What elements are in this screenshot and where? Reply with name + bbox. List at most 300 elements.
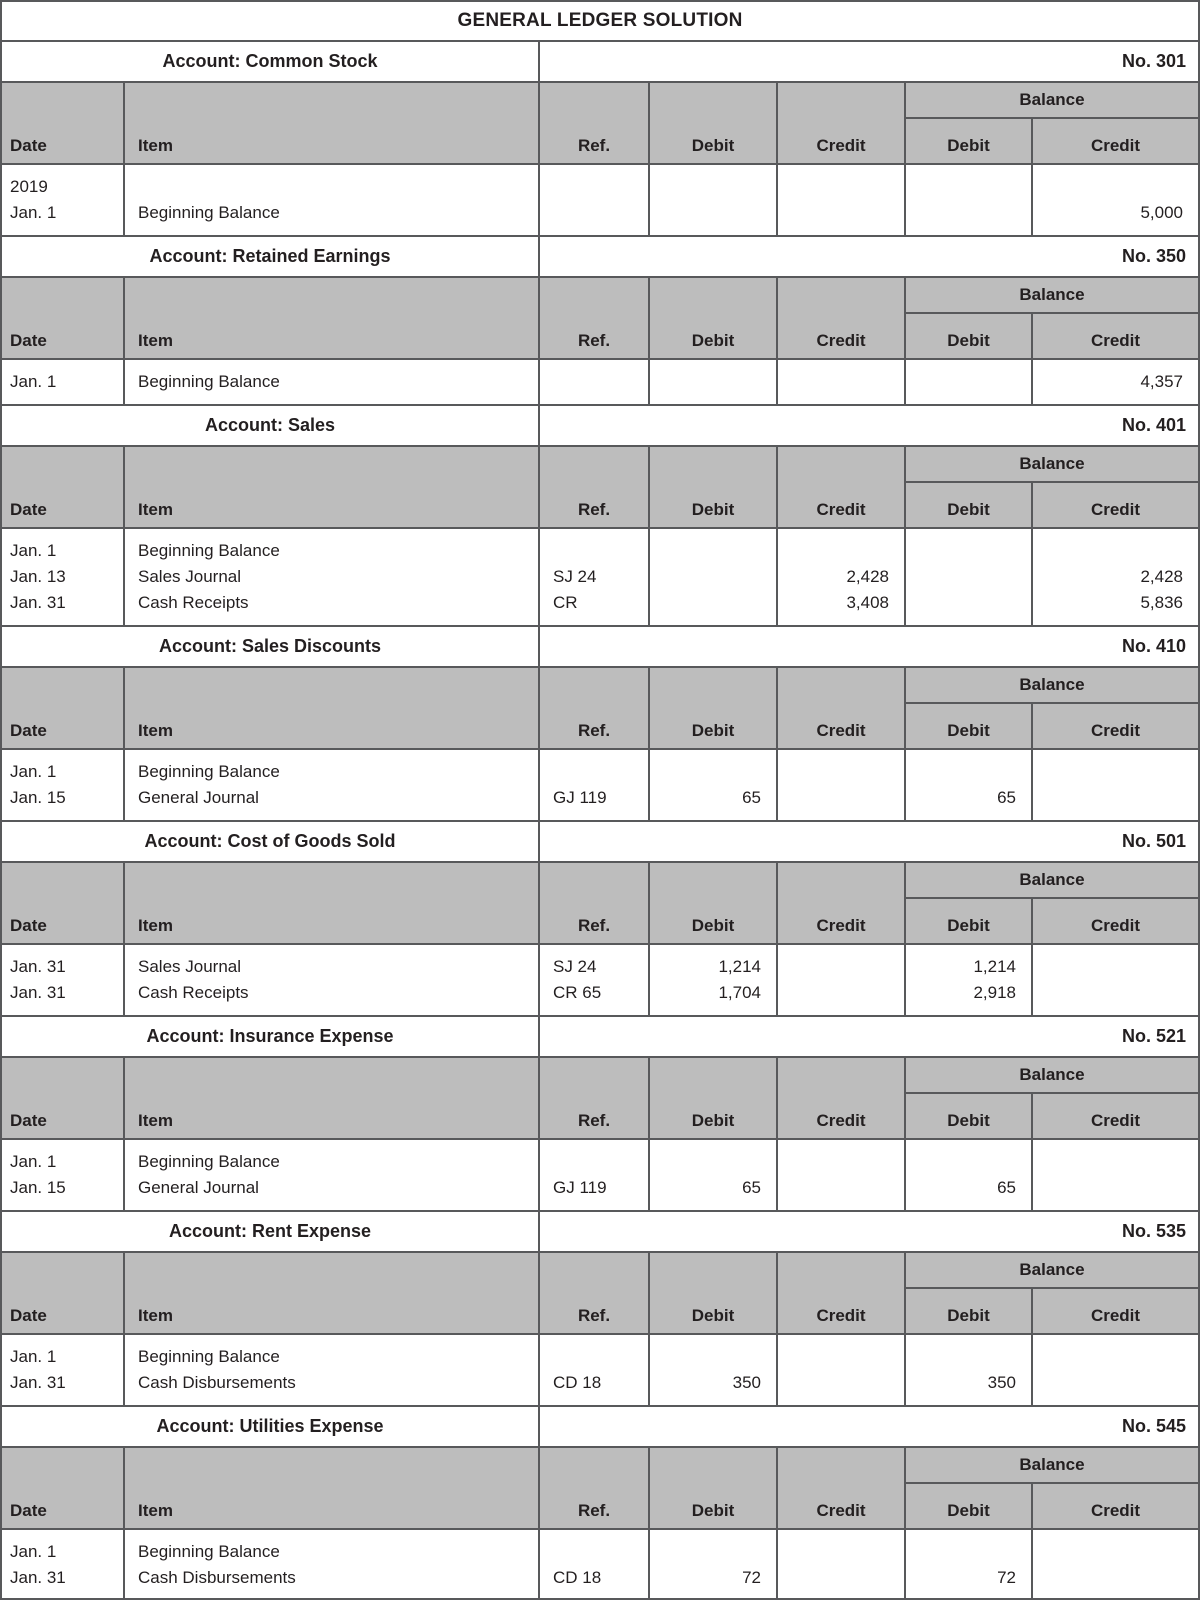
column-header-debit-label: Debit xyxy=(691,721,735,740)
cell-balance-debit-column xyxy=(906,750,1033,820)
column-header-balance-credit-label: Credit xyxy=(1090,1306,1141,1325)
cell-balance-debit xyxy=(906,200,1016,226)
cell-credit xyxy=(778,200,889,226)
column-header-balance-credit-label: Credit xyxy=(1090,500,1141,519)
cell-balance-debit-column xyxy=(906,1140,1033,1210)
column-header-date-label: Date xyxy=(10,916,47,935)
cell-date: Jan. 31 xyxy=(10,593,66,612)
cell-item: Beginning Balance xyxy=(138,762,280,781)
column-header-item xyxy=(125,1448,540,1528)
cell-debit-column xyxy=(650,945,778,1015)
column-header-item xyxy=(125,278,540,358)
column-header-ref xyxy=(540,1058,650,1138)
cell-debit-column xyxy=(650,360,778,404)
account-number: No. 521 xyxy=(1121,1026,1186,1046)
column-header-balance-credit xyxy=(1033,899,1198,943)
cell-balance-credit-column xyxy=(1033,1530,1198,1600)
account-name: Account: Sales xyxy=(2,406,540,445)
cell-balance-credit: 2,428 xyxy=(1140,567,1183,586)
cell-date: Jan. 1 xyxy=(10,1542,57,1561)
column-header-date-label: Date xyxy=(10,136,47,155)
cell-balance-debit xyxy=(906,1149,1016,1175)
cell-credit xyxy=(778,1565,889,1591)
account-number: No. 501 xyxy=(1121,831,1186,851)
cell-credit xyxy=(778,980,889,1006)
cell-item: Cash Receipts xyxy=(138,593,249,612)
cell-balance-debit: 65 xyxy=(997,1178,1016,1197)
column-header-ref xyxy=(540,863,650,943)
column-header-credit-label: Credit xyxy=(816,916,866,935)
column-header-balance: Balance xyxy=(906,668,1198,704)
cell-item: Beginning Balance xyxy=(138,1542,280,1561)
cell-balance-credit xyxy=(1033,1565,1183,1591)
column-header-credit xyxy=(778,447,906,527)
cell-date: Jan. 31 xyxy=(10,1373,66,1392)
cell-credit xyxy=(778,1149,889,1175)
column-header-ref xyxy=(540,1448,650,1528)
account-number: No. 410 xyxy=(1121,636,1186,656)
cell-balance-credit-column xyxy=(1033,360,1198,404)
cell-item-column xyxy=(125,1140,540,1210)
cell-balance-debit-column xyxy=(906,1530,1033,1600)
account-number: No. 301 xyxy=(1121,51,1186,71)
balance-subheaders xyxy=(906,119,1198,163)
cell-balance-credit xyxy=(1033,174,1183,200)
cell-debit: 350 xyxy=(732,1373,761,1392)
cell-credit xyxy=(778,369,889,395)
cell-ref xyxy=(553,759,648,785)
cell-credit xyxy=(778,785,889,811)
balance-header-wrap xyxy=(906,83,1198,163)
cell-ref: GJ 119 xyxy=(553,788,607,807)
cell-date: Jan. 1 xyxy=(10,541,57,560)
column-header-ref xyxy=(540,447,650,527)
column-header-credit-label: Credit xyxy=(816,1111,866,1130)
column-header-row xyxy=(2,668,1198,750)
column-header-balance-group xyxy=(906,668,1198,748)
cell-debit-column xyxy=(650,1335,778,1405)
ledger-data-rows xyxy=(2,360,1198,406)
column-header-date-label: Date xyxy=(10,500,47,519)
cell-item: Sales Journal xyxy=(138,567,242,586)
column-header-balance-group xyxy=(906,1253,1198,1333)
cell-balance-credit: 5,836 xyxy=(1140,593,1183,612)
column-header-balance-debit-label: Debit xyxy=(947,136,990,155)
column-header-balance: Balance xyxy=(906,863,1198,899)
column-header-ref xyxy=(540,1253,650,1333)
cell-balance-debit xyxy=(906,564,1016,590)
cell-ref: GJ 119 xyxy=(553,1178,607,1197)
cell-debit-column xyxy=(650,1140,778,1210)
column-header-credit-label: Credit xyxy=(816,1306,866,1325)
ledger-account-section xyxy=(2,1017,1198,1212)
cell-date-column xyxy=(2,1530,125,1600)
ledger-account-section xyxy=(2,42,1198,237)
cell-debit xyxy=(650,369,761,395)
cell-ref-column xyxy=(540,750,650,820)
cell-date-column xyxy=(2,165,125,235)
cell-date-column xyxy=(2,750,125,820)
account-header-row xyxy=(2,627,1198,668)
cell-item: Cash Disbursements xyxy=(138,1568,296,1587)
cell-debit xyxy=(650,1344,761,1370)
column-header-credit-label: Credit xyxy=(816,500,866,519)
account-name: Account: Utilities Expense xyxy=(2,1407,540,1446)
column-header-balance-credit xyxy=(1033,314,1198,358)
cell-balance-debit: 72 xyxy=(997,1568,1016,1587)
column-header-ref-label: Ref. xyxy=(577,721,611,740)
cell-date: Jan. 1 xyxy=(10,372,57,391)
column-header-balance-debit xyxy=(906,314,1033,358)
ledger-data-rows xyxy=(2,1140,1198,1212)
column-header-date xyxy=(2,83,125,163)
cell-debit-column xyxy=(650,529,778,625)
ledger-data-rows xyxy=(2,529,1198,627)
column-header-debit-label: Debit xyxy=(691,1501,735,1520)
cell-date: Jan. 15 xyxy=(10,1178,66,1197)
cell-item: Cash Receipts xyxy=(138,983,249,1002)
cell-balance-credit xyxy=(1033,1175,1183,1201)
column-header-balance-credit-label: Credit xyxy=(1090,1501,1141,1520)
page-title: GENERAL LEDGER SOLUTION xyxy=(2,2,1198,42)
cell-date-column xyxy=(2,1335,125,1405)
account-header-row xyxy=(2,42,1198,83)
ledger-account-section xyxy=(2,1212,1198,1407)
column-header-row xyxy=(2,863,1198,945)
cell-credit xyxy=(778,1539,889,1565)
ledger-account-section xyxy=(2,627,1198,822)
balance-subheaders xyxy=(906,1094,1198,1138)
column-header-debit xyxy=(650,1058,778,1138)
column-header-balance-debit-label: Debit xyxy=(947,1306,990,1325)
cell-balance-credit: 4,357 xyxy=(1140,372,1183,391)
column-header-balance-credit xyxy=(1033,704,1198,748)
cell-debit: 65 xyxy=(742,1178,761,1197)
cell-credit-column xyxy=(778,529,906,625)
column-header-balance: Balance xyxy=(906,447,1198,483)
cell-balance-debit: 1,214 xyxy=(973,957,1016,976)
balance-header-wrap xyxy=(906,863,1198,943)
cell-debit xyxy=(650,590,761,616)
cell-ref-column xyxy=(540,945,650,1015)
balance-subheaders xyxy=(906,483,1198,527)
column-header-balance-debit xyxy=(906,1094,1033,1138)
column-header-ref-label: Ref. xyxy=(577,1501,611,1520)
cell-credit-column xyxy=(778,165,906,235)
account-header-row xyxy=(2,1407,1198,1448)
cell-credit-column xyxy=(778,1530,906,1600)
cell-credit-column xyxy=(778,945,906,1015)
column-header-balance-credit xyxy=(1033,1289,1198,1333)
column-header-balance-debit xyxy=(906,1289,1033,1333)
cell-balance-credit-column xyxy=(1033,945,1198,1015)
column-header-date xyxy=(2,1448,125,1528)
account-number: No. 401 xyxy=(1121,415,1186,435)
column-header-item xyxy=(125,1058,540,1138)
column-header-balance-group xyxy=(906,1058,1198,1138)
ledger-account-section xyxy=(2,1407,1198,1600)
cell-ref: SJ 24 xyxy=(553,567,597,586)
column-header-debit-label: Debit xyxy=(691,1111,735,1130)
column-header-balance-debit-label: Debit xyxy=(947,1111,990,1130)
column-header-credit-label: Credit xyxy=(816,331,866,350)
column-header-balance-credit-label: Credit xyxy=(1090,1111,1141,1130)
column-header-item xyxy=(125,1253,540,1333)
column-header-date-label: Date xyxy=(10,331,47,350)
cell-debit xyxy=(650,538,761,564)
column-header-date-label: Date xyxy=(10,721,47,740)
cell-credit xyxy=(778,1344,889,1370)
column-header-debit xyxy=(650,278,778,358)
column-header-balance: Balance xyxy=(906,1058,1198,1094)
cell-balance-debit-column xyxy=(906,165,1033,235)
column-header-balance-debit-label: Debit xyxy=(947,331,990,350)
column-header-balance-debit xyxy=(906,119,1033,163)
account-name: Account: Retained Earnings xyxy=(2,237,540,276)
column-header-ref xyxy=(540,83,650,163)
cell-date: Jan. 31 xyxy=(10,957,66,976)
ledger-sections xyxy=(2,42,1198,1600)
account-name: Account: Common Stock xyxy=(2,42,540,81)
column-header-ref-label: Ref. xyxy=(577,136,611,155)
column-header-debit xyxy=(650,83,778,163)
cell-debit xyxy=(650,174,761,200)
cell-balance-debit xyxy=(906,369,1016,395)
cell-ref-column xyxy=(540,165,650,235)
column-header-row xyxy=(2,278,1198,360)
column-header-balance-debit xyxy=(906,899,1033,943)
cell-balance-debit xyxy=(906,759,1016,785)
cell-ref-column xyxy=(540,529,650,625)
column-header-ref xyxy=(540,668,650,748)
balance-subheaders xyxy=(906,899,1198,943)
cell-date-column xyxy=(2,529,125,625)
column-header-balance: Balance xyxy=(906,83,1198,119)
cell-balance-credit xyxy=(1033,1370,1183,1396)
cell-balance-debit: 65 xyxy=(997,788,1016,807)
balance-header-wrap xyxy=(906,1253,1198,1333)
column-header-credit xyxy=(778,668,906,748)
cell-item: Beginning Balance xyxy=(138,1347,280,1366)
column-header-balance-debit-label: Debit xyxy=(947,916,990,935)
column-header-balance-group xyxy=(906,83,1198,163)
column-header-balance-group xyxy=(906,863,1198,943)
cell-date: Jan. 15 xyxy=(10,788,66,807)
account-header-row xyxy=(2,1212,1198,1253)
column-header-date-label: Date xyxy=(10,1501,47,1520)
column-header-balance-credit-label: Credit xyxy=(1090,331,1141,350)
cell-debit xyxy=(650,1149,761,1175)
account-name: Account: Rent Expense xyxy=(2,1212,540,1251)
cell-ref-column xyxy=(540,1335,650,1405)
column-header-balance-debit-label: Debit xyxy=(947,500,990,519)
cell-date: Jan. 1 xyxy=(10,1347,57,1366)
cell-balance-debit-column xyxy=(906,1335,1033,1405)
balance-header-wrap xyxy=(906,1058,1198,1138)
cell-item: Beginning Balance xyxy=(138,203,280,222)
cell-balance-credit xyxy=(1033,785,1183,811)
ledger-data-rows xyxy=(2,750,1198,822)
balance-header-wrap xyxy=(906,1448,1198,1528)
cell-item: Beginning Balance xyxy=(138,541,280,560)
cell-credit xyxy=(778,1175,889,1201)
cell-credit-column xyxy=(778,750,906,820)
column-header-item xyxy=(125,668,540,748)
cell-balance-credit-column xyxy=(1033,529,1198,625)
column-header-balance-debit xyxy=(906,704,1033,748)
column-header-balance-debit xyxy=(906,1484,1033,1528)
cell-balance-debit xyxy=(906,174,1016,200)
column-header-credit-label: Credit xyxy=(816,136,866,155)
column-header-item-label: Item xyxy=(138,1111,173,1130)
cell-balance-debit-column xyxy=(906,360,1033,404)
cell-ref-column xyxy=(540,1530,650,1600)
cell-debit xyxy=(650,564,761,590)
column-header-ref-label: Ref. xyxy=(577,1111,611,1130)
account-number: No. 350 xyxy=(1121,246,1186,266)
cell-item: General Journal xyxy=(138,1178,259,1197)
account-number: No. 545 xyxy=(1121,1416,1186,1436)
column-header-balance-credit-label: Credit xyxy=(1090,136,1141,155)
balance-subheaders xyxy=(906,1484,1198,1528)
cell-debit xyxy=(650,200,761,226)
column-header-credit xyxy=(778,1253,906,1333)
column-header-balance-credit-label: Credit xyxy=(1090,721,1141,740)
cell-balance-credit xyxy=(1033,1149,1183,1175)
cell-date-column xyxy=(2,1140,125,1210)
column-header-balance-credit xyxy=(1033,1484,1198,1528)
cell-balance-debit-column xyxy=(906,945,1033,1015)
column-header-balance-group xyxy=(906,447,1198,527)
cell-ref xyxy=(553,200,648,226)
cell-date-column xyxy=(2,945,125,1015)
cell-item: Beginning Balance xyxy=(138,372,280,391)
column-header-balance-credit-label: Credit xyxy=(1090,916,1141,935)
column-header-ref-label: Ref. xyxy=(577,1306,611,1325)
column-header-debit-label: Debit xyxy=(691,1306,735,1325)
cell-item-column xyxy=(125,529,540,625)
cell-debit: 65 xyxy=(742,788,761,807)
cell-balance-credit-column xyxy=(1033,750,1198,820)
cell-item-column xyxy=(125,1335,540,1405)
cell-debit-column xyxy=(650,165,778,235)
column-header-debit-label: Debit xyxy=(691,916,735,935)
cell-item: Cash Disbursements xyxy=(138,1373,296,1392)
cell-ref xyxy=(553,174,648,200)
column-header-item-label: Item xyxy=(138,500,173,519)
cell-balance-credit xyxy=(1033,1539,1183,1565)
cell-date: Jan. 1 xyxy=(10,203,57,222)
ledger-account-section xyxy=(2,406,1198,627)
balance-header-wrap xyxy=(906,278,1198,358)
column-header-balance-group xyxy=(906,1448,1198,1528)
cell-credit xyxy=(778,538,889,564)
column-header-row xyxy=(2,1058,1198,1140)
cell-date: Jan. 1 xyxy=(10,762,57,781)
cell-debit xyxy=(650,759,761,785)
cell-credit xyxy=(778,954,889,980)
cell-ref: CD 18 xyxy=(553,1568,602,1587)
cell-item: General Journal xyxy=(138,788,259,807)
cell-credit: 2,428 xyxy=(846,567,889,586)
column-header-balance-credit xyxy=(1033,483,1198,527)
column-header-debit xyxy=(650,447,778,527)
cell-balance-debit: 350 xyxy=(987,1373,1016,1392)
balance-header-wrap xyxy=(906,447,1198,527)
account-name: Account: Cost of Goods Sold xyxy=(2,822,540,861)
account-name: Account: Insurance Expense xyxy=(2,1017,540,1056)
column-header-balance: Balance xyxy=(906,1448,1198,1484)
column-header-balance-credit xyxy=(1033,1094,1198,1138)
column-header-credit xyxy=(778,1058,906,1138)
column-header-item-label: Item xyxy=(138,136,173,155)
column-header-item-label: Item xyxy=(138,1306,173,1325)
cell-balance-credit xyxy=(1033,980,1183,1006)
column-header-debit-label: Debit xyxy=(691,500,735,519)
cell-ref: CR 65 xyxy=(553,983,602,1002)
cell-ref xyxy=(553,369,648,395)
cell-balance-credit-column xyxy=(1033,1140,1198,1210)
column-header-date xyxy=(2,863,125,943)
column-header-item xyxy=(125,863,540,943)
column-header-balance-debit-label: Debit xyxy=(947,1501,990,1520)
ledger-data-rows xyxy=(2,945,1198,1017)
cell-credit-column xyxy=(778,360,906,404)
column-header-item-label: Item xyxy=(138,721,173,740)
cell-balance-credit xyxy=(1033,538,1183,564)
cell-item xyxy=(138,174,538,200)
column-header-ref-label: Ref. xyxy=(577,500,611,519)
cell-date: Jan. 31 xyxy=(10,983,66,1002)
cell-date: Jan. 31 xyxy=(10,1568,66,1587)
account-header-row xyxy=(2,237,1198,278)
column-header-debit xyxy=(650,863,778,943)
cell-credit xyxy=(778,759,889,785)
column-header-credit xyxy=(778,863,906,943)
cell-item: Sales Journal xyxy=(138,957,242,976)
cell-balance-credit-column xyxy=(1033,165,1198,235)
balance-subheaders xyxy=(906,704,1198,748)
cell-item-column xyxy=(125,165,540,235)
column-header-credit-label: Credit xyxy=(816,721,866,740)
column-header-balance-group xyxy=(906,278,1198,358)
ledger-account-section xyxy=(2,237,1198,406)
cell-debit-column xyxy=(650,750,778,820)
column-header-ref xyxy=(540,278,650,358)
cell-ref xyxy=(553,1344,648,1370)
column-header-ref-label: Ref. xyxy=(577,331,611,350)
column-header-debit xyxy=(650,1448,778,1528)
cell-ref-column xyxy=(540,1140,650,1210)
cell-ref: SJ 24 xyxy=(553,957,597,976)
cell-ref xyxy=(553,1149,648,1175)
cell-balance-credit: 5,000 xyxy=(1140,203,1183,222)
cell-ref: CR xyxy=(553,593,578,612)
cell-debit xyxy=(650,1539,761,1565)
ledger-data-rows xyxy=(2,1335,1198,1407)
cell-item-column xyxy=(125,1530,540,1600)
column-header-row xyxy=(2,1253,1198,1335)
cell-ref-column xyxy=(540,360,650,404)
balance-subheaders xyxy=(906,1289,1198,1333)
column-header-item xyxy=(125,447,540,527)
cell-debit: 1,704 xyxy=(718,983,761,1002)
cell-credit xyxy=(778,174,889,200)
cell-balance-debit xyxy=(906,1344,1016,1370)
column-header-balance-debit-label: Debit xyxy=(947,721,990,740)
cell-date: Jan. 13 xyxy=(10,567,66,586)
column-header-balance-credit xyxy=(1033,119,1198,163)
